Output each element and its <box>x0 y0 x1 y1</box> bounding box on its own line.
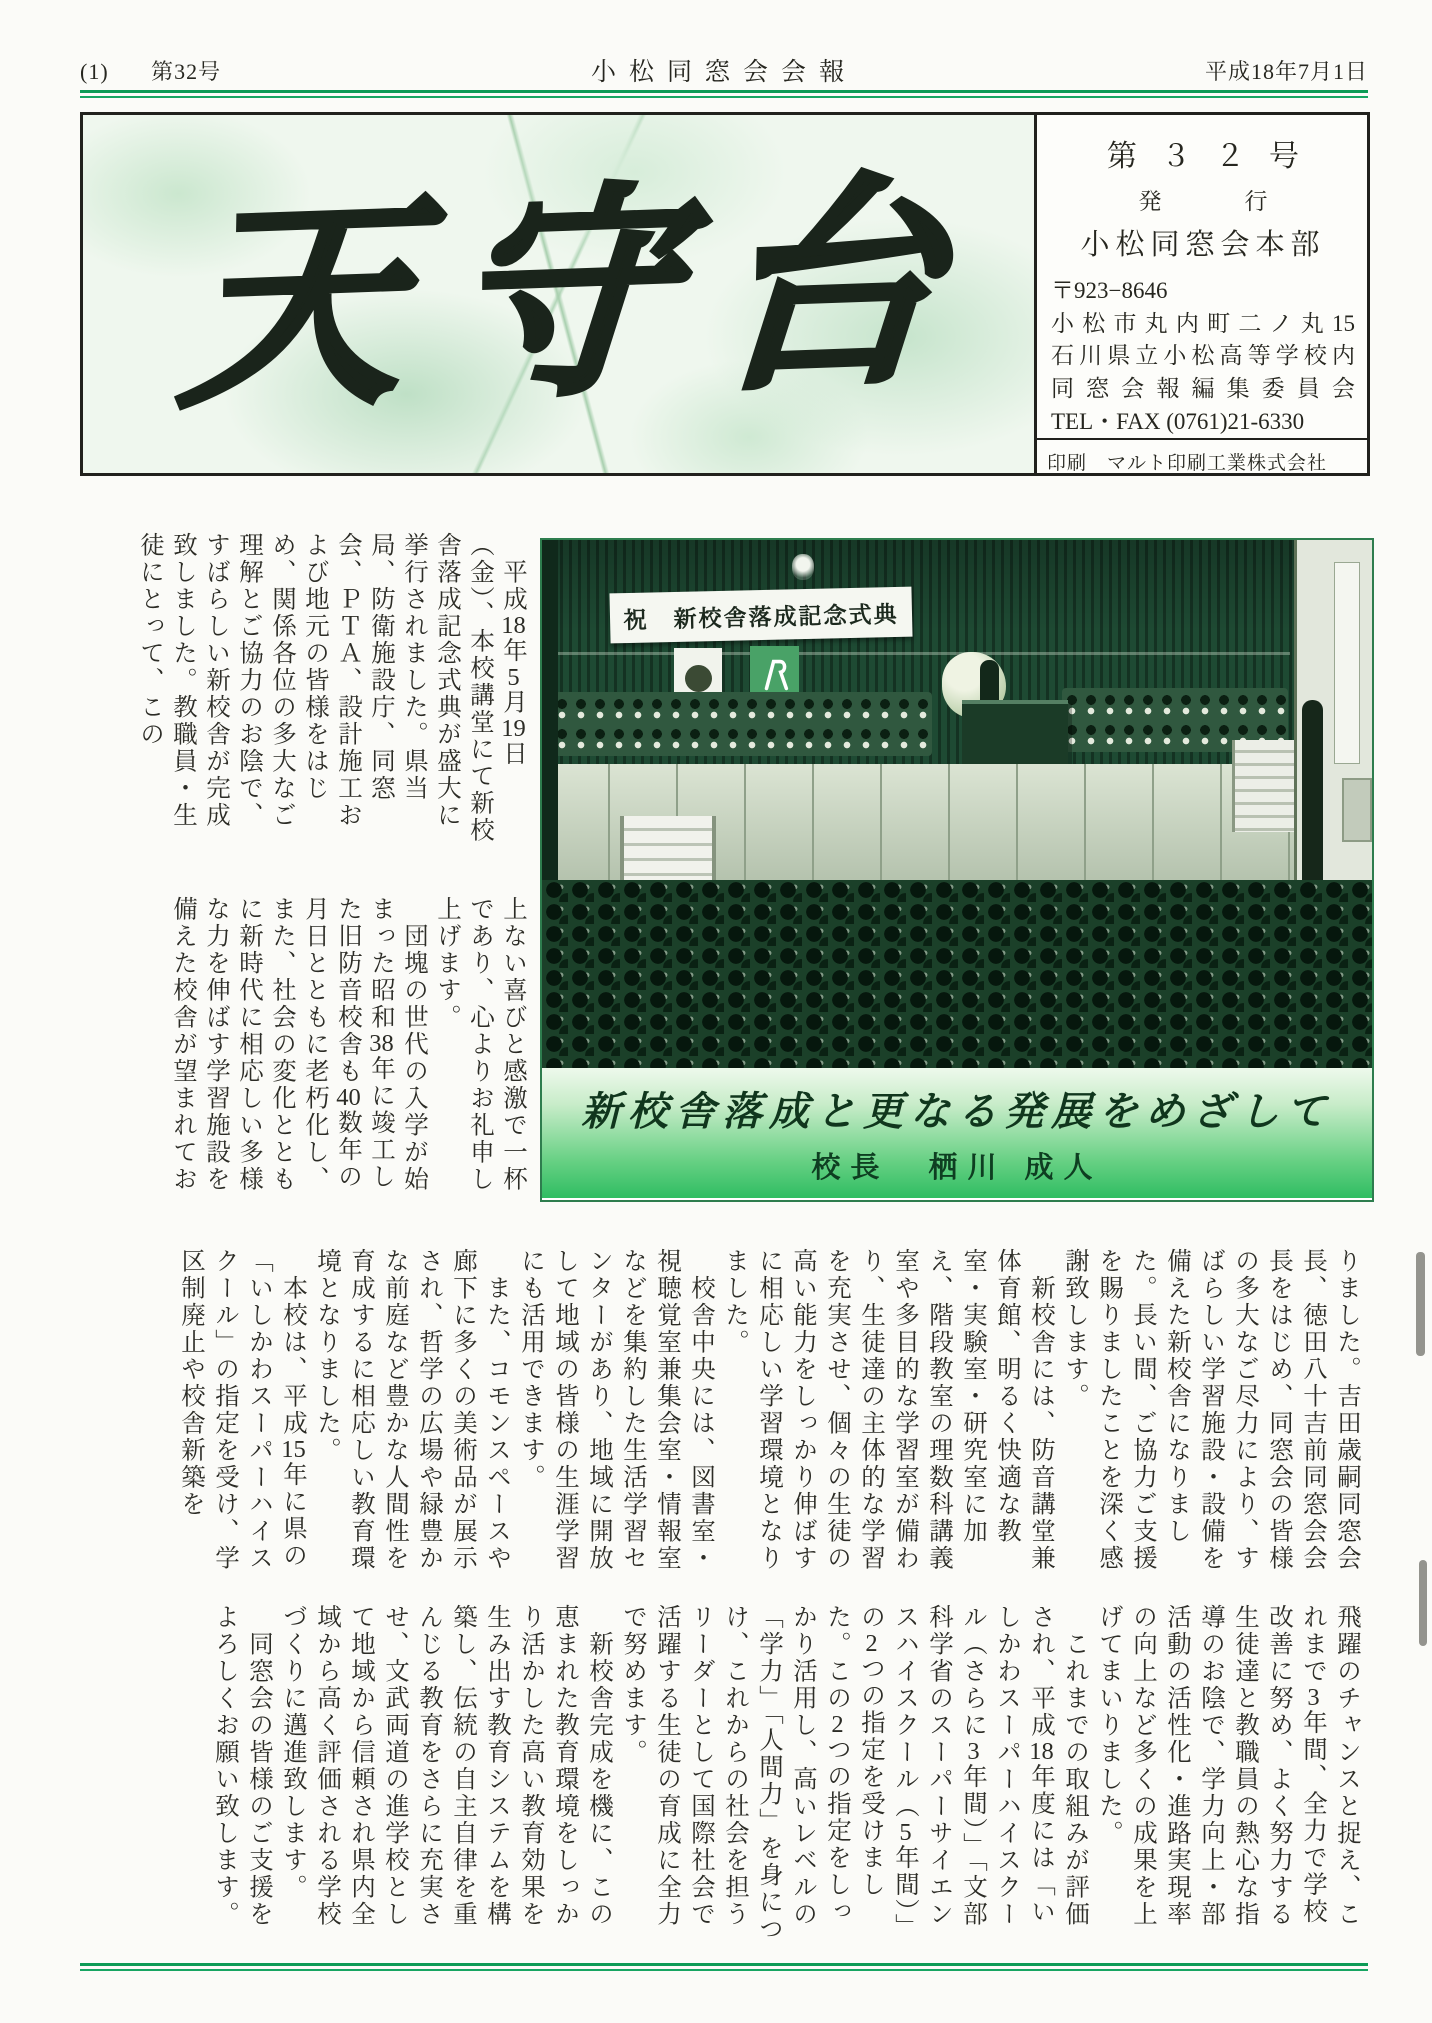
issue-date: 平成18年7月1日 <box>1204 59 1368 84</box>
ceiling-ornament <box>792 554 814 580</box>
masthead <box>80 112 1370 476</box>
publisher-label: 発 行 <box>1138 189 1298 214</box>
stage-guests-left <box>552 692 932 756</box>
photo-caption-title: 新校舎落成と更なる発展をめざして <box>581 1089 1333 1134</box>
issue-number: 第32号 <box>151 59 222 84</box>
printer-credit: 印刷 マルト印刷工業株式会社 <box>1037 438 1367 484</box>
curtain-rail <box>542 652 1290 655</box>
address-line-2: 石川県立小松高等学校内 <box>1051 343 1355 369</box>
newsletter-title: 小松同窓会会報 <box>590 59 857 86</box>
ceremony-banner: 祝 新校舎落成記念式典 <box>609 587 912 644</box>
ceremony-scene <box>542 540 1372 1068</box>
masthead-calligraphy: 天守台 <box>173 160 994 436</box>
hanging-banner <box>1334 562 1360 764</box>
article-section-3: 飛躍のチャンスと捉え、これまで3年間、全力で学校改善に努め、よく努力する生徒達と教職員の熱心な指導のお陰で、学力向上・部活動の活性化・進路実現率の向上など多くの成果を上げてまいりました。 これまでの取組みが評価され、平成18年度には「いしかわスーパーハイスクール（さらに3年間）」「文部科学省のスーパーサイエンスハイスクール（5年間）」の2つの指定を受けました。この2つの指定をしっかり活用し、高いレベルの「学力」「人間力」を身につけ、これからの社会を担うリーダーとして国際社会で活躍する生徒の育成に全力で努めます。 新校舎完成を機に、この恵まれた教育環境をしっかり活かした高い教育効果を生み出す教育システムを構築し、伝統の自主自律を重んじる教育をさらに充実させ、文武両道の進学校として地域から信頼され県内全域から高く評価される学校づくりに邁進致します。 同窓会の皆様のご支援をよろしくお願い致します。 <box>212 1604 1361 1943</box>
publisher-name: 小松同窓会本部 <box>1080 229 1326 261</box>
article-section-1-upper: 平成18年5月19日（金）、本校講堂にて新校舎落成記念式典が盛大に挙行されました。県当局、防衛施設庁、同窓会、ＰＴＡ、設計施工および地元の皆様をはじめ、関係各位の多大なご理解とご協力のお陰で、すばらしい新校舎が完成致しました。教職員・生徒にとって、この <box>137 532 527 844</box>
tel-fax: TEL・FAX (0761)21-6330 <box>1051 408 1305 434</box>
standing-figure <box>1302 700 1323 882</box>
article-section-2: りました。吉田歳嗣同窓会長、徳田八十吉前同窓会会長をはじめ、同窓会の皆様の多大なご尽力により、すばらしい学習施設・設備を備えた新校舎になりました。長い間、ご協力ご支援を賜りましたことを深く感謝致します。 新校舎には、防音講堂兼体育館、明るく快適な教室・実験室・研究室に加え、階段教室の理数科講義室や多目的な学習室が備わり、生徒達の主体的な学習を充実させ、個々の生徒の高い能力をしっかり伸ばすに相応しい学習環境となりました。 校舎中央には、図書室・視聴覚室兼集会室・情報室などを集約した生活学習センターがあり、地域に開放して地域の皆様の生涯学習にも活用できます。 また、コモンスペースや廊下に多くの美術品が展示され、哲学の広場や緑豊かな前庭など豊かな人間性を育成するに相応しい教育環境となりました。 本校は、平成15年に県の「いしかわスーパーハイスクール」の指定を受け、学区制廃止や校舎新築を <box>178 1248 1361 1572</box>
emblem-mark <box>758 653 792 697</box>
committee-name: 同窓会報編集委員会 <box>1051 375 1355 401</box>
curtain-edge <box>542 540 558 880</box>
postal-code: 〒923−8646 <box>1051 278 1168 303</box>
calligraphy-art <box>83 115 1034 473</box>
divider-rule-top <box>80 90 1368 98</box>
audience-crowd <box>542 880 1372 1068</box>
article-section-1-lower: 上ない喜びと感激で一杯であり、心よりお礼申し上げます。 団塊の世代の入学が始まった昭和38年に竣工した旧防音校舎も40数年の月日とともに老朽化し、また、社会の変化とともに新時代に相応しい多様な力を伸ばす学習施設を備えた校舎が望まれてお <box>170 896 527 1193</box>
photo-caption-author: 校長 栖川 成人 <box>811 1152 1103 1184</box>
ceremony-photo <box>540 538 1374 1202</box>
stage-steps-right <box>1232 740 1297 832</box>
photo-caption-band <box>542 1068 1372 1198</box>
masthead-calligraphy-panel <box>83 115 1034 473</box>
issue-heading: 第３２号 <box>1107 140 1323 173</box>
wall-window <box>1342 778 1372 842</box>
publisher-panel <box>1034 115 1367 473</box>
scan-artifact <box>1416 1252 1425 1356</box>
page-number: (1) <box>80 59 109 84</box>
scan-artifact <box>1419 1560 1427 1646</box>
page-header <box>80 50 1368 86</box>
address-line-1: 小松市丸内町二ノ丸15 <box>1051 310 1355 336</box>
divider-rule-bottom <box>80 1963 1368 1971</box>
